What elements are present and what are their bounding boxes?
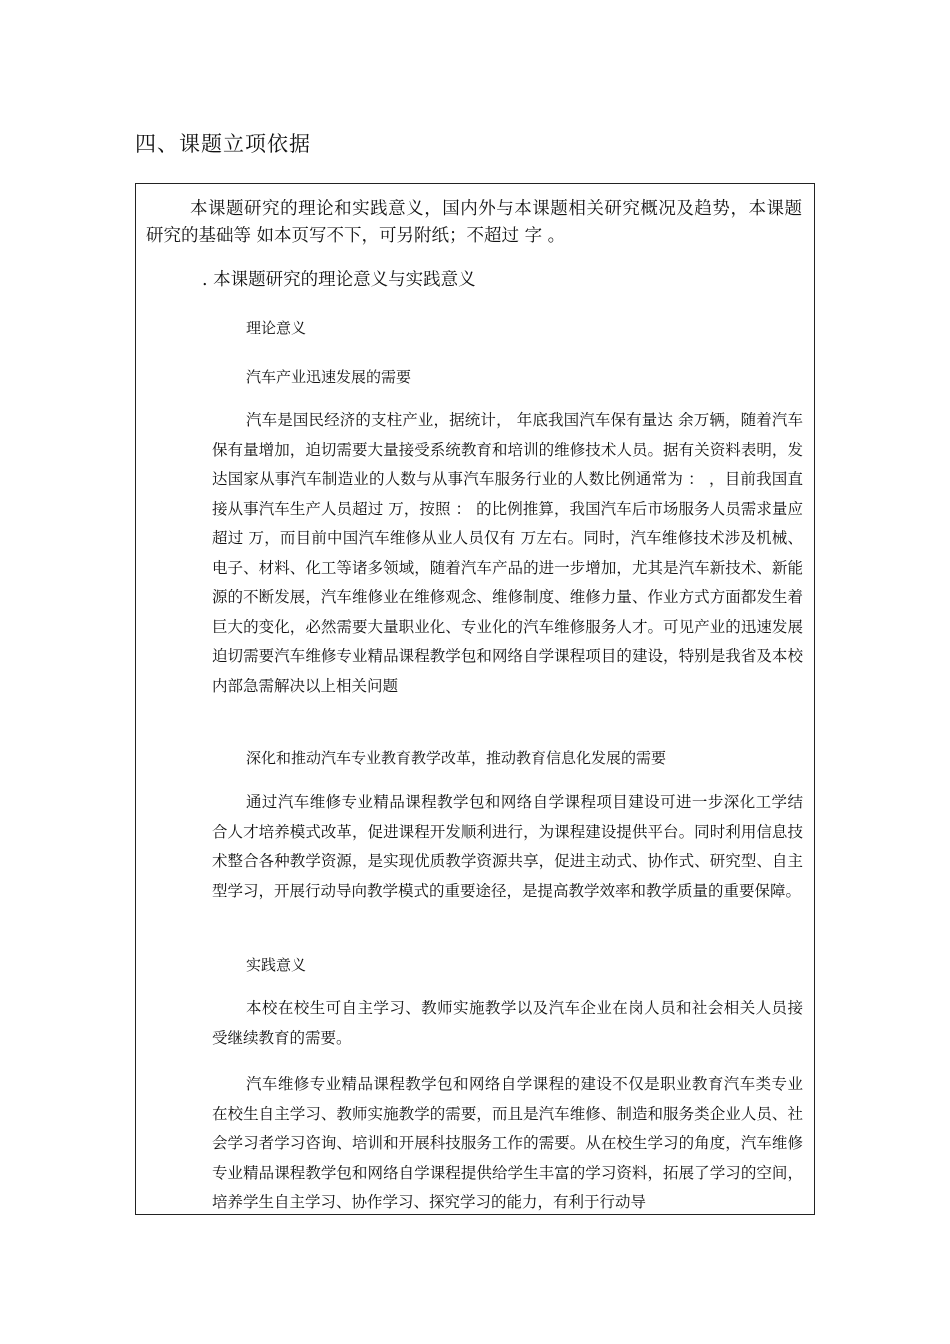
paragraph-industry-demand: 汽车是国民经济的支柱产业，据统计， 年底我国汽车保有量达 余万辆，随着汽车保有量增加，迫切需要大量接受系统教育和培训的维修技术人员。据有关资料表明，发达国家从事汽车制造业的人数与从事汽车服务行业的人数比例通常为 ： ，目前我国直接从事汽车生产人员超过 万，按照 ： 的比例推算，我国汽车后市场服务人员需求量应超过 万，而目前中国汽车维修从业人员仅有 万左右。同时，汽车维修技术涉及机械、电子、材料、化工等诸多领域，随着汽车产品的进一步增加，尤其是汽车新技术、新能源的不断发展，汽车维修业在维修观念、维修制度、维修力量、作业方式方面都发生着巨大的变化，必然需要大量职业化、专业化的汽车维修服务人才。可见产业的迅速发展迫切需要汽车维修专业精品课程教学包和网络自学课程项目的建设，特别是我省及本校内部急需解决以上相关问题 <box>212 411 803 695</box>
heading-practice: 实践意义 <box>246 956 307 974</box>
section-title: 四、课题立项依据 <box>135 132 311 156</box>
paragraph-self-study: 本校在校生可自主学习、教师实施教学以及汽车企业在岗人员和社会相关人员接受继续教育的需要。 <box>212 999 803 1047</box>
paragraph-course-building: 汽车维修专业精品课程教学包和网络自学课程的建设不仅是职业教育汽车类专业在校生自主学习、教师实施教学的需要，而且是汽车维修、制造和服务类企业人员、社会学习者学习咨询、培训和开展科技服务工作的需要。从在校生学习的角度，汽车维修专业精品课程教学包和网络自学课程提供给学生丰富的学习资料，拓展了学习的空间，培养学生自主学习、协作学习、探究学习的能力，有利于行动导 <box>212 1075 803 1211</box>
heading-theory: 理论意义 <box>246 319 307 337</box>
heading-deepen-reform: 深化和推动汽车专业教育教学改革，推动教育信息化发展的需要 <box>246 749 667 767</box>
intro-instructions: 本课题研究的理论和实践意义，国内外与本课题相关研究概况及趋势，本课题研究的基础等 如本页写不下，可另附纸；不超过 字 。 <box>146 199 802 246</box>
paragraph-reform: 通过汽车维修专业精品课程教学包和网络自学课程项目建设可进一步深化工学结合人才培养模式改革，促进课程开发顺利进行，为课程建设提供平台。同时利用信息技术整合各种教学资源，是实现优质教学资源共享，促进主动式、协作式、研究型、自主型学习，开展行动导向教学模式的重要途径，是提高教学效率和教学质量的重要保障。 <box>212 793 803 900</box>
content-box <box>135 183 815 1215</box>
heading-significance: . 本课题研究的理论意义与实践意义 <box>202 270 476 290</box>
heading-auto-industry: 汽车产业迅速发展的需要 <box>246 368 412 386</box>
